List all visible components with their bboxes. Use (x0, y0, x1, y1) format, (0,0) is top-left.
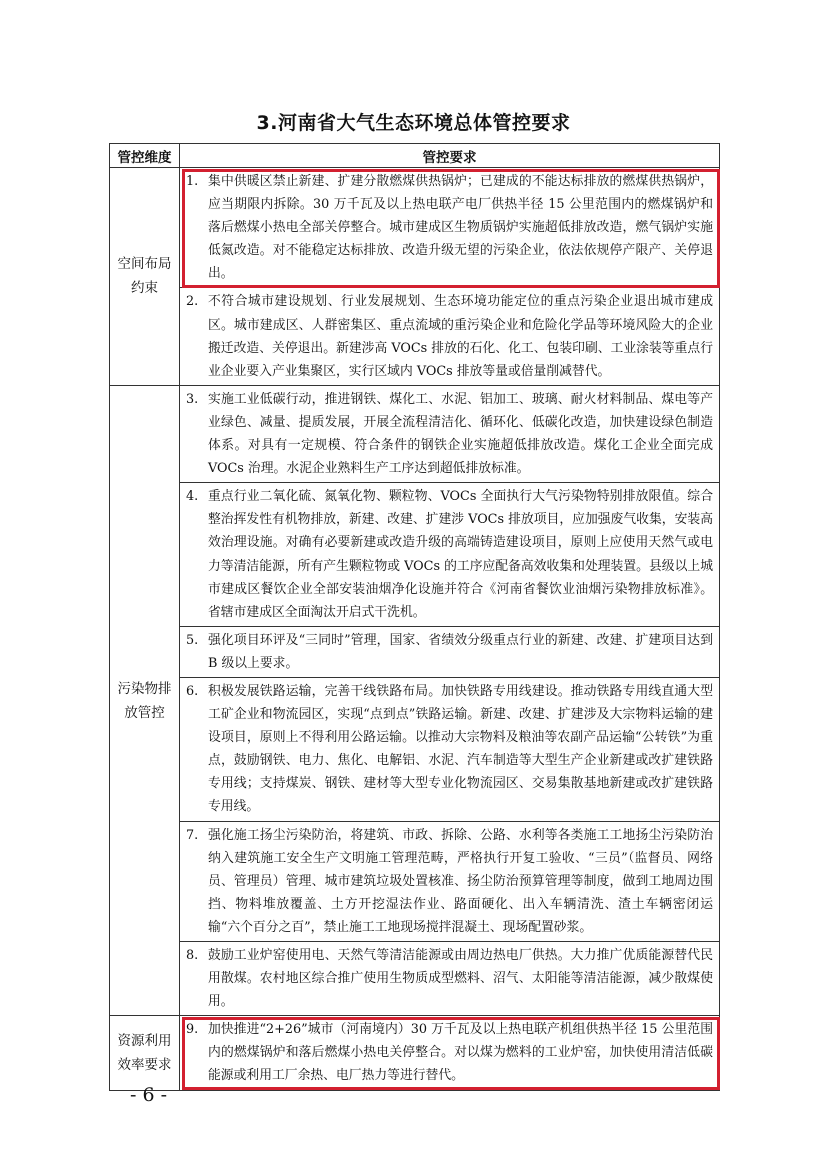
document-title: 3.河南省大气生态环境总体管控要求 (256, 112, 571, 134)
table-header-row (110, 144, 720, 168)
requirement-cell (180, 483, 720, 627)
table-row (110, 942, 720, 1016)
header-dimension: 管控维度 (110, 144, 180, 168)
header-requirement: 管控要求 (180, 144, 720, 168)
dimension-cell-pollutant: 污染物排放管控 (110, 385, 180, 1015)
requirement-cell (180, 288, 720, 385)
table-row (110, 821, 720, 941)
item-number: 4. (186, 489, 199, 505)
requirement-cell (180, 942, 720, 1016)
item-number: 6. (186, 683, 199, 699)
dimension-cell-spatial: 空间布局约束 (110, 168, 180, 386)
requirement-cell (180, 168, 720, 288)
requirement-cell (180, 385, 720, 482)
item-number: 2. (186, 294, 199, 310)
item-number: 8. (186, 948, 199, 963)
item-text: 积极发展铁路运输，完善干线铁路布局。加快铁路专用线建设。推动铁路专用线直通大型工矿企业和物流园区，实现“点到点”铁路运输。新建、改建、扩建涉及大宗物料运输的建设项目，原则上不得利用公路运输。以推动大宗物料及粮油等农副产品运输“公转铁”为重点，鼓励钢铁、电力、焦化、电解铝、水泥、汽车制造等大型生产企业新建或改扩建铁路专用线；支持煤炭、钢铁、建材等大型专业化物流园区、交易集散基地新建或改扩建铁路专用线。 (208, 683, 713, 815)
page-number: - 6 - (130, 1084, 168, 1106)
item-text: 加快推进“2+26”城市（河南境内）30 万千瓦及以上热电联产机组供热半径 15 公里范围内的燃煤锅炉和落后燃煤小热电关停整合。对以煤为燃料的工业炉窑，加快使用清洁低碳能源或利用工厂余热、电厂热力等进行替代。 (208, 1022, 713, 1084)
requirement-cell (180, 821, 720, 941)
item-text: 重点行业二氧化硫、氮氧化物、颗粒物、VOCs 全面执行大气污染物特别排放限值。综合整治挥发性有机物排放，新建、改建、扩建涉 VOCs 排放项目，应加强废气收集，安装高效治理设施。对确有必要新建或改造升级的高端铸造建设项目，原则上应使用天然气或电力等清洁能源，所有产生颗粒物或 VOCs 的工序应配备高效收集和处理装置。县级以上城市建成区餐饮企业全部安装油烟净化设施并符合《河南省餐饮业油烟污染物排放标准》。省辖市建成区全面淘汰开启式干洗机。 (208, 489, 713, 620)
table-row (110, 1016, 720, 1090)
requirement-cell (180, 677, 720, 821)
item-text: 鼓励工业炉窑使用电、天然气等清洁能源或由周边热电厂供热。大力推广优质能源替代民用散煤。农村地区综合推广使用生物质成型燃料、沼气、太阳能等清洁能源，减少散煤使用。 (208, 948, 713, 1010)
item-text: 实施工业低碳行动，推进钢铁、煤化工、水泥、铝加工、玻璃、耐火材料制品、煤电等产业绿色、减量、提质发展，开展全流程清洁化、循环化、低碳化改造，加快建设绿色制造体系。对具有一定规模、符合条件的钢铁企业实施超低排放改造。煤化工企业全面完成 VOCs 治理。水泥企业熟料生产工序达到超低排放标准。 (208, 391, 713, 477)
dimension-cell-resource: 资源利用效率要求 (110, 1016, 180, 1090)
table-row (110, 626, 720, 677)
item-text: 不符合城市建设规划、行业发展规划、生态环境功能定位的重点污染企业退出城市建成区。城市建成区、人群密集区、重点流域的重污染企业和危险化学品等环境风险大的企业搬迁改造、关停退出。新建涉高 VOCs 排放的石化、化工、包装印刷、工业涂装等重点行业企业要入产业集聚区，实行区域内 VOCs 排放等量或倍量削减替代。 (208, 294, 713, 379)
item-number: 9. (186, 1022, 199, 1038)
item-text: 强化项目环评及“三同时”管理，国家、省绩效分级重点行业的新建、改建、扩建项目达到 B 级以上要求。 (208, 632, 713, 671)
table-row (110, 483, 720, 627)
item-number: 7. (186, 827, 199, 843)
item-number: 3. (186, 391, 199, 407)
requirement-cell (180, 626, 720, 677)
table-row (110, 677, 720, 821)
table-row (110, 385, 720, 482)
requirement-cell (180, 1016, 720, 1090)
item-text: 集中供暖区禁止新建、扩建分散燃煤供热锅炉；已建成的不能达标排放的燃煤供热锅炉，应当期限内拆除。30 万千瓦及以上热电联产电厂供热半径 15 公里范围内的燃煤锅炉和落后燃煤小热电全部关停整合。城市建成区生物质锅炉实施超低排放改造，燃气锅炉实施低氮改造。对不能稳定达标排放、改造升级无望的污染企业，依法依规停产限产、关停退出。 (208, 174, 713, 282)
table-row (110, 168, 720, 288)
item-number: 5. (186, 632, 199, 648)
item-text: 强化施工扬尘污染防治，将建筑、市政、拆除、公路、水利等各类施工工地扬尘污染防治纳入建筑施工安全生产文明施工管理范畴，严格执行开复工验收、“三员”（监督员、网络员、管理员）管理、城市建筑垃圾处置核准、扬尘防治预算管理等制度，做到工地周边围挡、物料堆放覆盖、土方开挖湿法作业、路面硬化、出入车辆清洗、渣土车辆密闭运输“六个百分之百”，禁止施工工地现场搅拌混凝土、现场配置砂浆。 (208, 827, 713, 935)
table-row (110, 288, 720, 385)
item-number: 1. (186, 174, 199, 189)
control-requirements-table (109, 143, 720, 1091)
